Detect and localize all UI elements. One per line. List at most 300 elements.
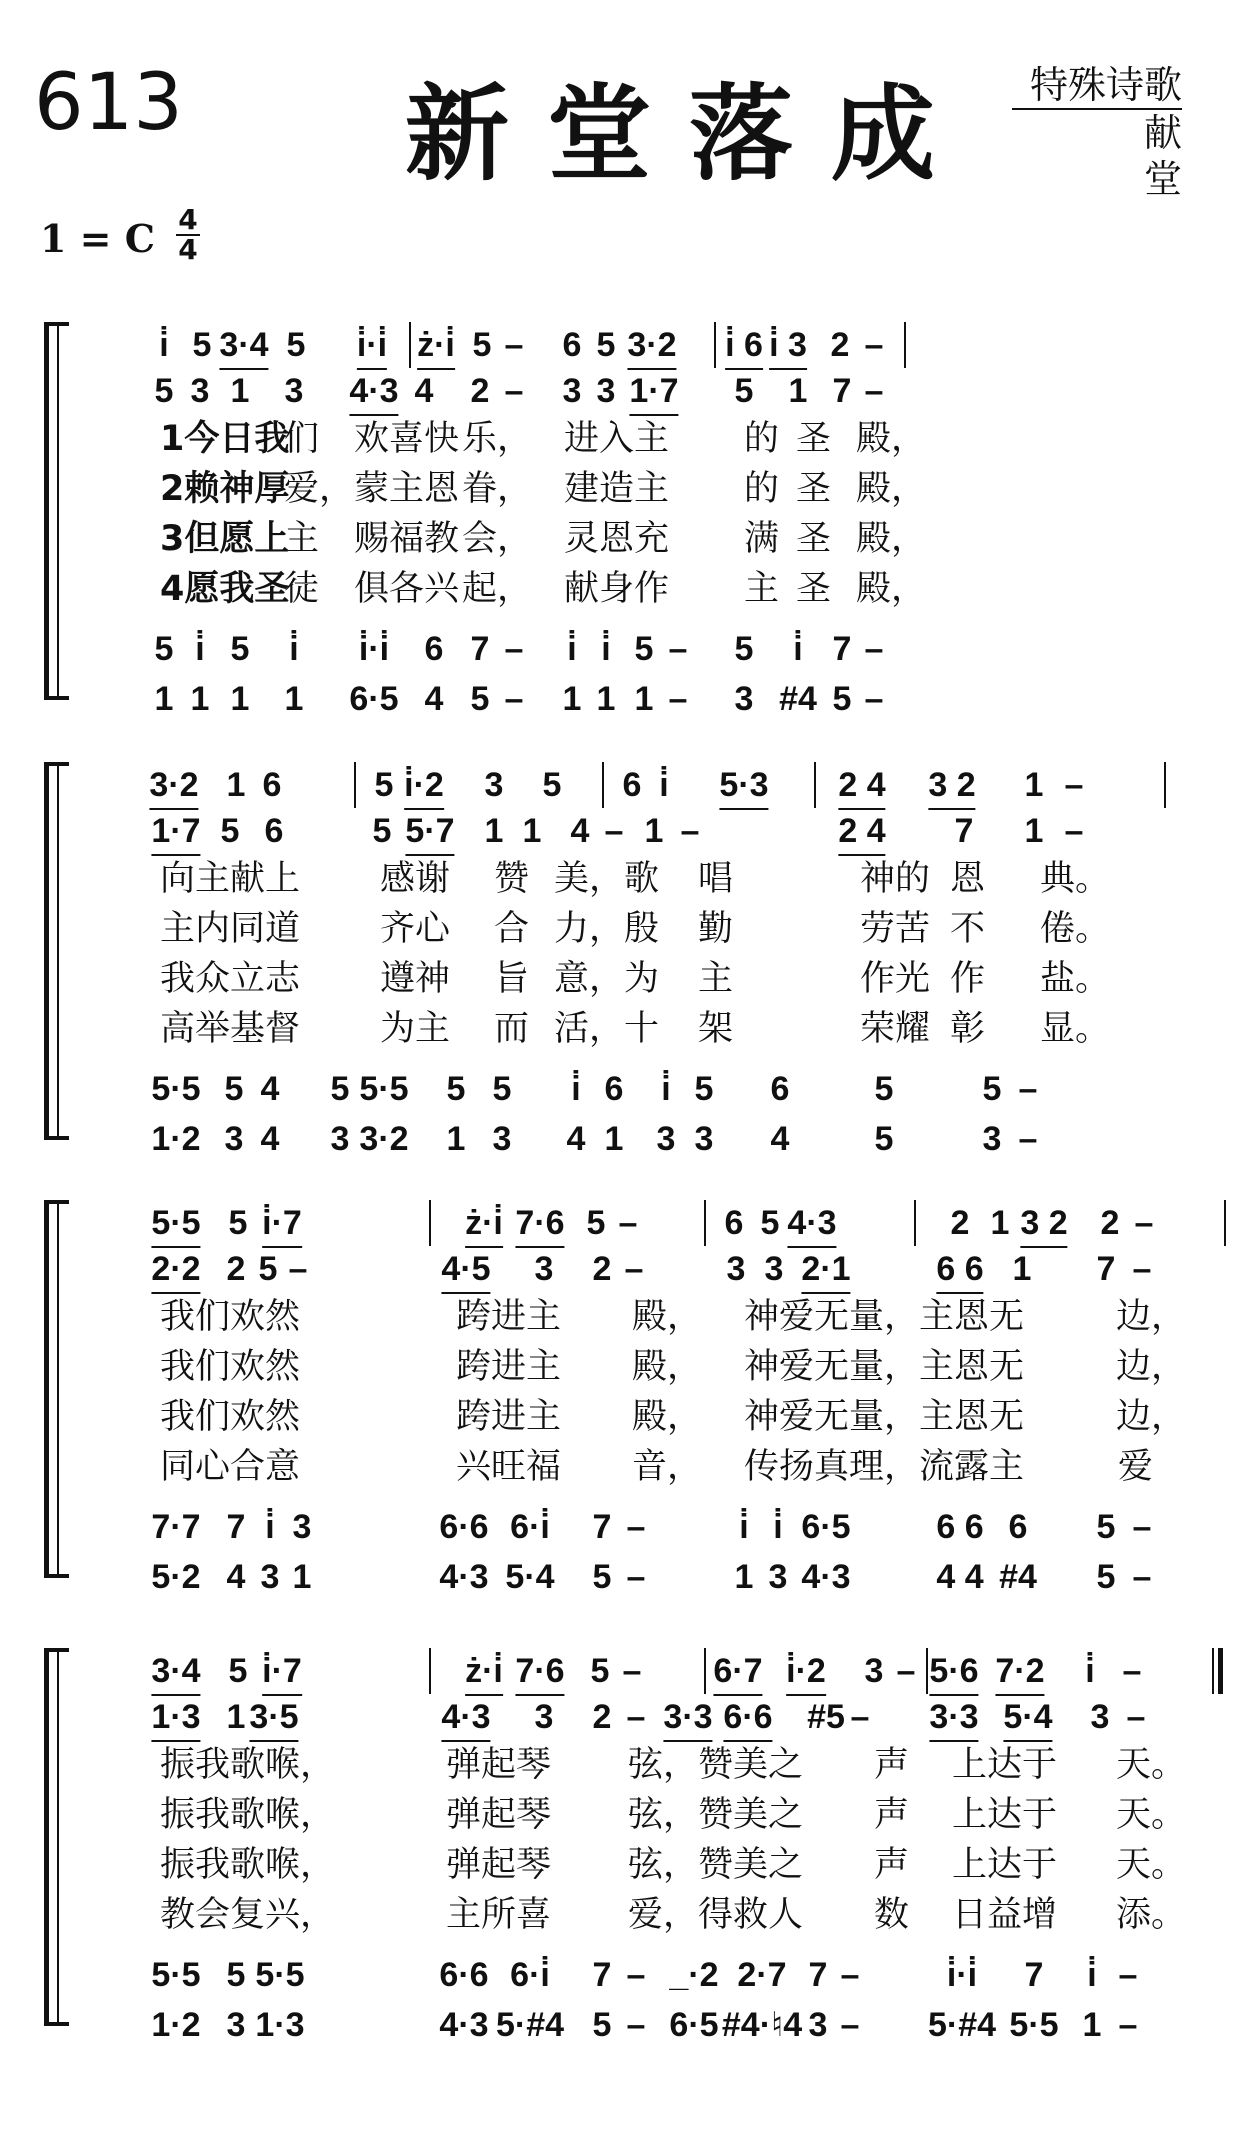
lyric-syllable: 神爱无量，主恩无 [744,1347,1025,1387]
note: 3 [284,372,304,410]
bar-line [704,1648,706,1694]
note: 5·2 [151,1558,201,1596]
lyric-syllable: 赐福教 [354,519,460,559]
lyric-syllable: 为主 [380,1009,451,1049]
lyric-syllable: 向主献上 [160,859,301,899]
lyric-syllable: 彰 [950,1009,986,1049]
note: – [864,372,884,410]
note: 7 [808,1956,828,1994]
lyric-syllable: 弦，赞美之 [628,1845,804,1885]
lyric-syllable: 弹起琴 [446,1795,552,1835]
lyric-syllable: 意，为 [554,959,660,999]
note: 1 [446,1120,466,1158]
note: 2·7 [737,1956,787,1994]
note: 2 4 [838,808,885,856]
note: 5·5 [151,1200,200,1248]
note: – [622,1652,642,1690]
note: 5·4 [505,1558,555,1596]
note: – [504,326,524,364]
note: 6·5 [349,680,399,718]
lyric-syllable: 主内同道 [160,909,301,949]
note: – [840,1956,860,1994]
note: 1 [226,1698,246,1736]
lyric-syllable: 弦，赞美之 [628,1795,804,1835]
note: 2 [592,1698,612,1736]
note: 3 [694,1120,714,1158]
note: – [1122,1652,1142,1690]
note: 4·3 [787,1200,836,1248]
lyric-syllable: 殿， [856,419,927,459]
note: – [1118,1956,1138,1994]
lyric-syllable: 献身作 [564,569,670,609]
note: 3 [734,680,754,718]
note: 4 [424,680,444,718]
note: 6 [424,630,444,668]
lyric-syllable: 恩 [950,859,986,899]
note: 6 [622,766,642,804]
lyric-syllable: 爱， [284,469,355,509]
note: 3 [224,1120,244,1158]
lyric-syllable: 声 [874,1795,910,1835]
note: 5 [760,1204,780,1242]
note: i̇·i̇ [358,630,390,668]
note: – [504,372,524,410]
note: 5 [590,1652,610,1690]
note: i̇ 3 [769,322,807,370]
note: 7·7 [151,1508,201,1546]
note: 2 [830,326,850,364]
lyric-syllable: 高举基督 [160,1009,301,1049]
note: 7 [832,630,852,668]
lyric-syllable: 天。 [1116,1845,1187,1885]
note: 7 [1024,1956,1044,1994]
note: 6 [262,766,282,804]
note: – [850,1698,870,1736]
note: 1·7 [629,368,678,416]
lyric-syllable: 天。 [1116,1795,1187,1835]
meter-top: 4 [176,206,200,236]
note: 3 2 [928,762,975,810]
note: i̇ [265,1508,275,1546]
note: 5·6 [929,1648,978,1696]
note: 1 [990,1204,1010,1242]
note: 1 [734,1558,754,1596]
lyric-syllable: 我们欢然 [160,1397,301,1437]
lyric-syllable: 圣 [796,419,832,459]
note: 2 [950,1204,970,1242]
note: 1 [1082,2006,1102,2044]
note: 1 [292,1558,312,1596]
lyric-syllable: 劳苦 [860,909,931,949]
note: 2 [1100,1204,1120,1242]
note: ż·i̇ [465,1200,503,1248]
note: 4 4 [936,1558,984,1596]
lyric-syllable: 3但愿上 [160,519,290,559]
bar-line [714,322,716,368]
note: 3 [726,1250,746,1288]
note: 5 [470,680,490,718]
lyric-syllable: 日益增 [952,1895,1058,1935]
note: 5 [220,812,240,850]
subcategory-label: 献 堂 [1143,111,1234,201]
note: 5·5 [255,1956,305,1994]
bar-line [1164,762,1166,808]
lyric-syllable: 数 [874,1895,910,1935]
note: 5·4 [1003,1694,1052,1742]
note: 1 [788,372,808,410]
lyric-syllable: 的 [744,419,780,459]
note: 5 [374,766,394,804]
lyric-syllable: 赞 [494,859,530,899]
note: – [626,1956,646,1994]
lyric-syllable: 作 [950,959,986,999]
system-brace [44,1200,69,1578]
lyric-syllable: 盐。 [1040,959,1111,999]
note: 7·2 [995,1648,1044,1696]
lyric-syllable: 殿， [632,1297,703,1337]
note: – [504,680,524,718]
lyric-syllable: 殿， [856,519,927,559]
lyric-syllable: 声 [874,1845,910,1885]
note: i̇ [739,1508,749,1546]
lyric-syllable: 边， [1116,1297,1187,1337]
lyric-syllable: 振我歌喉， [160,1745,336,1785]
lyric-syllable: 我众立志 [160,959,301,999]
note: 7 [592,1508,612,1546]
lyric-syllable: 跨进主 [456,1297,562,1337]
note: 1 [230,680,250,718]
lyric-syllable: 同心合意 [160,1447,301,1487]
note: i̇ [195,630,205,668]
hymn-title: 新堂落成 [405,73,974,195]
lyric-syllable: 添。 [1116,1895,1187,1935]
note: i̇ [601,630,611,668]
note: i̇·2 [404,762,444,810]
note: – [1132,1250,1152,1288]
lyric-syllable: 爱，得救人 [628,1895,804,1935]
note: – [618,1204,638,1242]
note: 1 [230,372,250,410]
note: 1 [562,680,582,718]
system-brace [44,762,69,1140]
lyric-syllable: 典。 [1040,859,1111,899]
lyric-syllable: 弦，赞美之 [628,1745,804,1785]
lyric-syllable: 蒙主恩 [354,469,460,509]
lyric-syllable: 旨 [494,959,530,999]
note: 1 [154,680,174,718]
note: – [896,1652,916,1690]
note: 5 [694,1070,714,1108]
note: – [604,812,624,850]
lyric-syllable: 主 [284,519,320,559]
note: 3·5 [249,1694,298,1742]
note: 6·i̇ [510,1508,550,1546]
lyric-syllable: 俱各兴 [354,569,460,609]
note: 3·3 [929,1694,978,1742]
note: 5 [874,1120,894,1158]
note: – [626,2006,646,2044]
lyric-syllable: 满 [744,519,780,559]
lyric-syllable: 弹起琴 [446,1745,552,1785]
note: i̇ [659,766,669,804]
note: 3 [260,1558,280,1596]
lyric-syllable: 我们欢然 [160,1347,301,1387]
lyric-syllable: 乐， [462,419,533,459]
note: – [1064,812,1084,850]
note: 5 [330,1070,350,1108]
note: 4 [566,1120,586,1158]
note: 5 [592,2006,612,2044]
note: 5 [734,372,754,410]
bar-line [429,1200,431,1246]
note: 3 [330,1120,350,1158]
lyric-syllable: 殿， [856,569,927,609]
note: 5 [586,1204,606,1242]
time-signature [176,203,200,266]
note: 7 [954,812,974,850]
note: 5 [372,812,392,850]
bar-line [409,322,411,368]
note: 1 [1012,1250,1032,1288]
lyric-syllable: 边， [1116,1397,1187,1437]
note: 6·i̇ [510,1956,550,1994]
note: – [1126,1698,1146,1736]
note: 1·3 [151,1694,200,1742]
meter-bottom: 4 [178,233,198,266]
note: i̇ [159,326,169,364]
note: 1 [1024,812,1044,850]
lyric-syllable: 遵神 [380,959,451,999]
lyric-syllable: 荣耀 [860,1009,931,1049]
note: 1 [284,680,304,718]
note: 1·7 [151,808,200,856]
note: 1 [596,680,616,718]
note: 2 [592,1250,612,1288]
bar-line [1224,1200,1226,1246]
note: 7·6 [515,1200,564,1248]
lyric-syllable: 们 [284,419,320,459]
bar-line [914,1200,916,1246]
note: 6 6 [936,1508,984,1546]
note: 3 [656,1120,676,1158]
system-brace [44,1648,69,2026]
note: 1 [644,812,664,850]
lyric-syllable: 进入主 [564,419,670,459]
note: – [1132,1508,1152,1546]
lyric-syllable: 而 [494,1009,530,1049]
lyric-syllable: 齐心 [380,909,451,949]
note: 5·7 [405,808,454,856]
note: 5 [192,326,212,364]
note: _·2 [669,1956,719,1994]
lyric-syllable: 兴旺福 [456,1447,562,1487]
note: 6 6 [936,1246,983,1294]
note: i̇ [571,1070,581,1108]
note: 5 [230,630,250,668]
note: #4·♮4 [721,2006,803,2044]
note: 6·5 [801,1508,851,1546]
note: 4·5 [441,1246,490,1294]
note: 3·2 [149,762,198,810]
note: 2 [470,372,490,410]
note: 7 [1096,1250,1116,1288]
note: 1 [190,680,210,718]
lyric-syllable: 1今日我 [160,419,290,459]
note: i̇ 6 [725,322,763,370]
lyric-syllable: 上达于 [952,1795,1058,1835]
note: 3 [562,372,582,410]
note: 4 [570,812,590,850]
note: 7 [592,1956,612,1994]
note: 5 [472,326,492,364]
lyric-syllable: 上达于 [952,1845,1058,1885]
note: 4 [226,1558,246,1596]
lyric-syllable: 2赖神厚 [160,469,290,509]
lyric-syllable: 神爱无量，主恩无 [744,1397,1025,1437]
note: 7 [832,372,852,410]
lyric-syllable: 起， [462,569,533,609]
note: – [626,1698,646,1736]
note: i̇·7 [262,1648,302,1696]
note: 1 [522,812,542,850]
note: 5·3 [719,762,768,810]
lyric-syllable: 圣 [796,469,832,509]
lyric-syllable: 欢喜快 [354,419,460,459]
note: 3 [190,372,210,410]
bar-line [602,762,604,808]
note: 5 [592,1558,612,1596]
note: i̇ [1087,1956,1097,1994]
note: 7 [226,1508,246,1546]
note: 6·7 [713,1648,762,1696]
lyric-syllable: 振我歌喉， [160,1795,336,1835]
note: 5 [542,766,562,804]
category-label: 特殊诗歌 [1012,62,1182,110]
note: 3 [764,1250,784,1288]
lyric-syllable: 天。 [1116,1745,1187,1785]
note: 1 [226,766,246,804]
note: – [288,1250,308,1288]
note: 3 [768,1558,788,1596]
bar-line [1212,1648,1214,1694]
lyric-syllable: 合 [494,909,530,949]
lyric-syllable: 不 [950,909,986,949]
lyric-syllable: 勤 [698,909,734,949]
lyric-syllable: 跨进主 [456,1397,562,1437]
note: 5 [154,372,174,410]
note: 1 [1024,766,1044,804]
note: #4 [999,1558,1037,1596]
lyric-syllable: 神的 [860,859,931,899]
note: 1 [484,812,504,850]
note: 5·5 [151,1956,201,1994]
note: – [1118,2006,1138,2044]
lyric-syllable: 建造主 [564,469,670,509]
note: 6 [264,812,284,850]
hymn-category [1012,62,1234,202]
lyric-syllable: 感谢 [380,859,451,899]
lyric-syllable: 4愿我圣 [160,569,290,609]
note: 3 [534,1698,554,1736]
bar-line [904,322,906,368]
note: i̇ [661,1070,671,1108]
note: 1 [634,680,654,718]
note: 3 [864,1652,884,1690]
lyric-syllable: 架 [698,1009,734,1049]
note: 5 [492,1070,512,1108]
final-bar-line [1218,1648,1223,1694]
note: 4·3 [441,1694,490,1742]
note: 4·3 [439,1558,489,1596]
lyric-syllable: 教会复兴， [160,1895,336,1935]
note: 5·#4 [495,2006,565,2044]
lyric-syllable: 殿， [632,1347,703,1387]
note: – [668,680,688,718]
note: #4 [779,680,817,718]
note: 5 [832,680,852,718]
note: i̇·i̇ [357,322,387,370]
note: 5 [154,630,174,668]
note: – [840,2006,860,2044]
note: i̇·7 [262,1200,302,1248]
note: – [864,326,884,364]
note: 1 [604,1120,624,1158]
lyric-syllable: 主所喜 [446,1895,552,1935]
note: 5 [734,630,754,668]
note: 1·2 [151,2006,201,2044]
note: 4·3 [349,368,398,416]
note: – [624,1250,644,1288]
note: 4·3 [439,2006,489,2044]
bar-line [354,762,356,808]
note: – [626,1558,646,1596]
note: 4 [770,1120,790,1158]
lyric-syllable: 活，十 [554,1009,660,1049]
note: 5 [874,1070,894,1108]
lyric-syllable: 眷， [462,469,533,509]
lyric-syllable: 弹起琴 [446,1845,552,1885]
key-signature: 1 = C [40,216,155,261]
note: #5 [807,1698,845,1736]
note: 4 [414,372,434,410]
note: 4·3 [801,1558,851,1596]
note: 5 [286,326,306,364]
lyric-syllable: 圣 [796,569,832,609]
note: 4 [260,1120,280,1158]
lyric-syllable: 边， [1116,1347,1187,1387]
lyric-syllable: 爱 [1118,1447,1154,1487]
note: 3 2 [1020,1200,1067,1248]
note: 6·5 [669,2006,719,2044]
note: – [864,630,884,668]
lyric-syllable: 传扬真理，流露主 [744,1447,1025,1487]
note: 3·3 [663,1694,712,1742]
note: 2 4 [838,762,885,810]
lyric-syllable: 灵恩充 [564,519,670,559]
lyric-syllable: 音， [632,1447,703,1487]
lyric-syllable: 唱 [698,859,734,899]
note: ż·i̇ [465,1648,503,1696]
lyric-syllable: 美，歌 [554,859,660,899]
lyric-syllable: 作光 [860,959,931,999]
note: 6·6 [439,1956,489,1994]
note: ż·i̇ [417,322,455,370]
lyric-syllable: 会， [462,519,533,559]
note: – [864,680,884,718]
note: – [1064,766,1084,804]
note: – [1132,1558,1152,1596]
lyric-syllable: 倦。 [1040,909,1111,949]
